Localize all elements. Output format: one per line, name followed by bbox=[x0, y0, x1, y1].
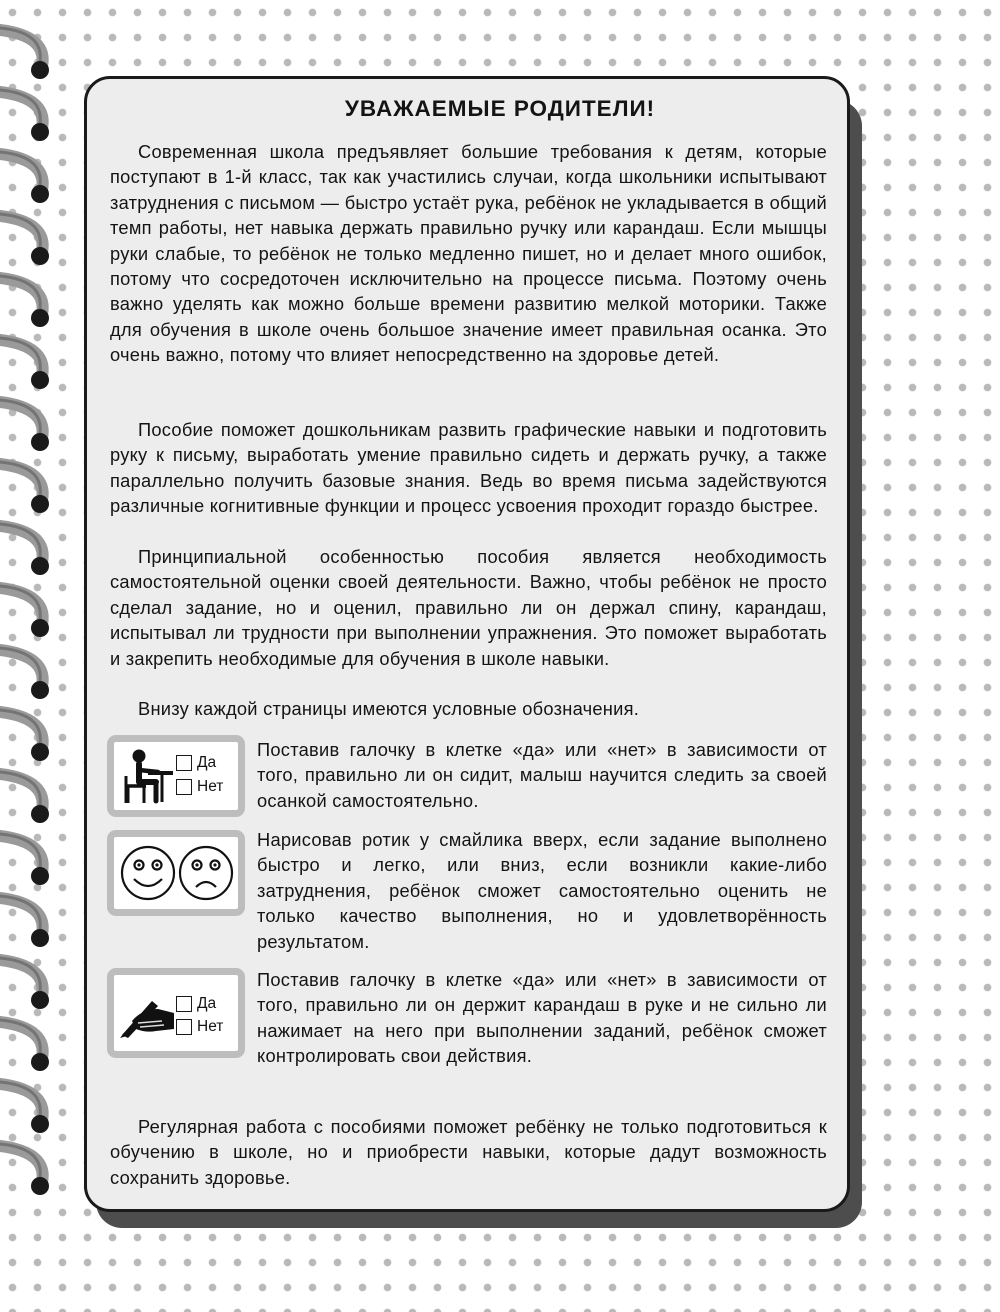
paragraph-closing: Регулярная работа с пособиями поможет ребёнку не только подготовиться к обучению в школе, но и приобрести навыки, которые дадут возможность сохранить здоровье. bbox=[110, 1116, 827, 1188]
legend-pencil-text: Поставив галочку в клетке «да» или «нет» в зависимости от того, правильно ли он держит карандаш в руке и не сильно ли нажимает на него при выполнении заданий, ребёнок сможет контролировать свои действия. bbox=[257, 969, 827, 1067]
paragraph-manual: Пособие поможет дошкольникам развить графические навыки и подготовить руку к письму, выработать умение правильно сидеть и держать ручку, а также параллельно получить базовые знания. Ведь во время письма задействуются различные когнитивные функции и процесс усвоения проходит гораздо быстрее. bbox=[110, 419, 827, 517]
no-label: Нет bbox=[197, 778, 224, 795]
yes-checkbox[interactable] bbox=[176, 995, 216, 1013]
page-title: УВАЖАЕМЫЕ РОДИТЕЛИ! bbox=[344, 96, 656, 121]
paragraph-legend-intro: Внизу каждой страницы имеются условные обозначения. bbox=[138, 698, 640, 719]
paragraph-intro: Современная школа предъявляет большие требования к детям, которые поступают в 1-й класс, так как участились случаи, когда школьники испытывают затруднения с письмом — быстро устаёт рука, ребёнок не укладывается в общий темп работы, нет навыка держать правильно ручку или карандаш. Если мышцы руки слабые, то ребёнок не только медленно пишет, но и делает много ошибок, потому что сосредоточен исключительно на процессе письма. Поэтому очень важно уделять как можно больше времени развитию мелкой моторики. Также для обучения в школе очень большое значение имеет правильная осанка. Это очень важно, потому что влияет непосредственно на здоровье детей. bbox=[110, 141, 827, 366]
hand-with-pencil-icon bbox=[118, 991, 178, 1039]
legend-smiley-text: Нарисовав ротик у смайлика вверх, если задание выполнено быстро и легко, или вниз, если возникли какие-либо затруднения, ребёнок сможет самостоятельно оценить не только качество выполнения, но и удовлетворённость результатом. bbox=[257, 829, 827, 952]
legend-posture-text: Поставив галочку в клетке «да» или «нет» в зависимости от того, правильно ли он сидит, малыш научится следить за своей осанкой самостоятельно. bbox=[257, 739, 827, 811]
child-at-desk-icon bbox=[118, 746, 176, 808]
yes-label: Да bbox=[197, 754, 217, 771]
posture-checkbox-icon bbox=[107, 735, 245, 817]
yes-label: Да bbox=[197, 995, 217, 1012]
no-label: Нет bbox=[197, 1018, 224, 1035]
no-checkbox[interactable] bbox=[176, 1018, 223, 1036]
spiral-binding-icon bbox=[0, 0, 70, 1312]
no-checkbox[interactable] bbox=[176, 778, 223, 796]
yes-checkbox[interactable] bbox=[176, 754, 216, 772]
smiley-faces-icon bbox=[107, 830, 245, 916]
paragraph-self-assessment: Принципиальной особенностью пособия является необходимость самостоятельной оценки своей деятельности. Важно, чтобы ребёнок не просто сделал задание, но и оценил, правильно ли он держал спину, карандаш, испытывал ли трудности при выполнении упражнения. Это поможет выработать и закрепить необходимые для обучения в школе навыки. bbox=[110, 546, 827, 669]
pencil-grip-checkbox-icon bbox=[107, 968, 245, 1058]
smiley-icon bbox=[120, 843, 234, 903]
